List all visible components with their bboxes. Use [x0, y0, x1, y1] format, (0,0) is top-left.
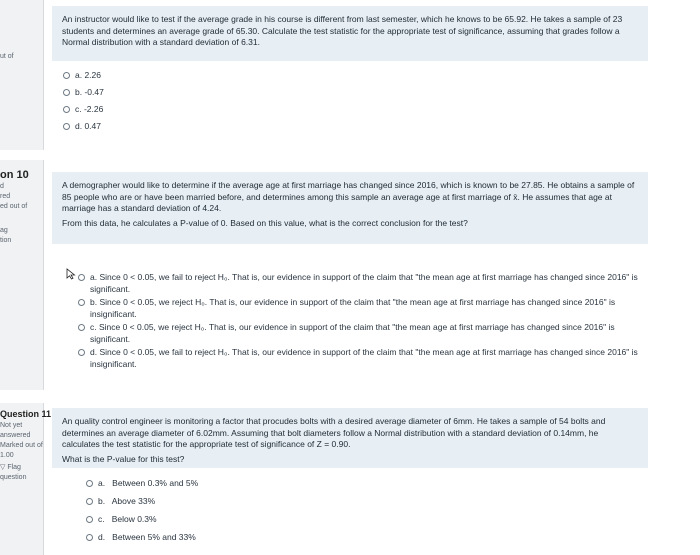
- radio-button[interactable]: [78, 349, 85, 356]
- question-number: Question 11: [0, 409, 52, 419]
- radio-button[interactable]: [78, 299, 85, 306]
- answer-option-c[interactable]: [86, 514, 386, 532]
- option-label: d. 0.47: [75, 121, 101, 131]
- question-text: An instructor would like to test if the average grade in his course is different from last semester, which he knows to be 65.92. He takes a sample of 23 students and determines an average grade of 65.30. Calculate the test statistic for the appropriate test of significance, assuming that grades follow a Normal distribution with a standard deviation of 6.31.: [62, 14, 623, 47]
- answer-option-c[interactable]: [63, 104, 263, 121]
- answer-option-a[interactable]: [86, 478, 386, 496]
- option-label: c. -2.26: [75, 104, 104, 114]
- option-label: a. 2.26: [75, 70, 101, 80]
- question-9-text-block: [52, 6, 648, 61]
- question-9-options: [63, 70, 263, 138]
- question-11-options: [86, 478, 386, 550]
- marks-fragment: ut of: [0, 53, 14, 60]
- info-line: ed out of: [0, 203, 28, 210]
- answer-option-b[interactable]: [78, 297, 648, 322]
- option-label: b. Above 33%: [98, 496, 156, 506]
- answer-option-b[interactable]: [86, 496, 386, 514]
- info-line: red: [0, 193, 11, 200]
- option-label: a. Between 0.3% and 5%: [98, 478, 199, 488]
- flag-question-link[interactable]: question: [0, 474, 27, 481]
- question-prompt: From this data, he calculates a P-value of 0. Based on this value, what is the correct conclusion for the test?: [62, 217, 468, 228]
- question-10-info: [0, 160, 44, 390]
- radio-button[interactable]: [86, 498, 93, 505]
- marks-value: 1.00: [0, 452, 14, 459]
- radio-button[interactable]: [86, 516, 93, 523]
- option-label: a. Since 0 < 0.05, we fail to reject H₀. That is, our evidence in support of the claim that "the mean age at first marriage has changed since 2016" is significant.: [90, 272, 641, 294]
- radio-button[interactable]: [86, 480, 93, 487]
- answer-option-a[interactable]: [63, 70, 263, 87]
- flag-link[interactable]: tion: [0, 237, 12, 244]
- question-text: A demographer would like to determine if the average age at first marriage has changed since 2016, which is known to be 27.85. He obtains a sample of 85 people who are or have been married before, and determines among this sample an average age at first marriage of x̄. He assumes that age at marriage has a standard deviation of 4.24.: [62, 180, 635, 213]
- answer-option-c[interactable]: [78, 322, 648, 347]
- flag-question-link[interactable]: ▽ Flag: [0, 464, 21, 471]
- status-text: answered: [0, 432, 31, 439]
- question-text: An quality control engineer is monitoring a factor that procudes bolts with a desired average diameter of 6mm. He takes a sample of 54 bolts and determines an average diameter of 6.02mm. Assuming that bolt diameters follow a Normal distribution with a standard deviation of 0.14mm, he calculates the test statistic for the appropriate test of significance of Z = 0.90.: [62, 416, 606, 449]
- option-label: d. Between 5% and 33%: [98, 532, 196, 542]
- radio-button[interactable]: [86, 534, 93, 541]
- radio-button[interactable]: [78, 324, 85, 331]
- answer-option-d[interactable]: [86, 532, 386, 550]
- question-10-text-block: [52, 172, 648, 244]
- option-label: d. Since 0 < 0.05, we fail to reject H₀. That is, our evidence in support of the claim that "the mean age at first marriage has changed since 2016" is insignificant.: [90, 347, 641, 369]
- radio-button[interactable]: [78, 274, 85, 281]
- answer-option-d[interactable]: [63, 121, 263, 138]
- question-prompt: What is the P-value for this test?: [62, 453, 185, 464]
- radio-button[interactable]: [63, 89, 70, 96]
- radio-button[interactable]: [63, 123, 70, 130]
- answer-option-d[interactable]: [78, 347, 648, 372]
- marks-text: Marked out of: [0, 442, 43, 449]
- option-label: b. Since 0 < 0.05, we reject H₀. That is, our evidence in support of the claim that "the mean age at first marriage has changed since 2016" is insignificant.: [90, 297, 618, 319]
- question-11-info: [0, 403, 52, 555]
- mouse-pointer-icon: [66, 268, 76, 280]
- option-label: c. Below 0.3%: [98, 514, 157, 524]
- answer-option-a[interactable]: [78, 272, 648, 297]
- option-label: c. Since 0 < 0.05, we reject H₀. That is, our evidence in support of the claim that "the mean age at first marriage has changed since 2016" is significant.: [90, 322, 618, 344]
- question-10-options: [78, 272, 648, 372]
- radio-button[interactable]: [63, 106, 70, 113]
- question-9-info: [0, 0, 44, 150]
- info-line: d: [0, 183, 4, 190]
- answer-option-b[interactable]: [63, 87, 263, 104]
- question-number: on 10: [0, 169, 29, 181]
- flag-link[interactable]: ag: [0, 227, 8, 234]
- question-11-text-block: [52, 408, 648, 468]
- option-label: b. -0.47: [75, 87, 104, 97]
- status-text: Not yet: [0, 422, 23, 429]
- radio-button[interactable]: [63, 72, 70, 79]
